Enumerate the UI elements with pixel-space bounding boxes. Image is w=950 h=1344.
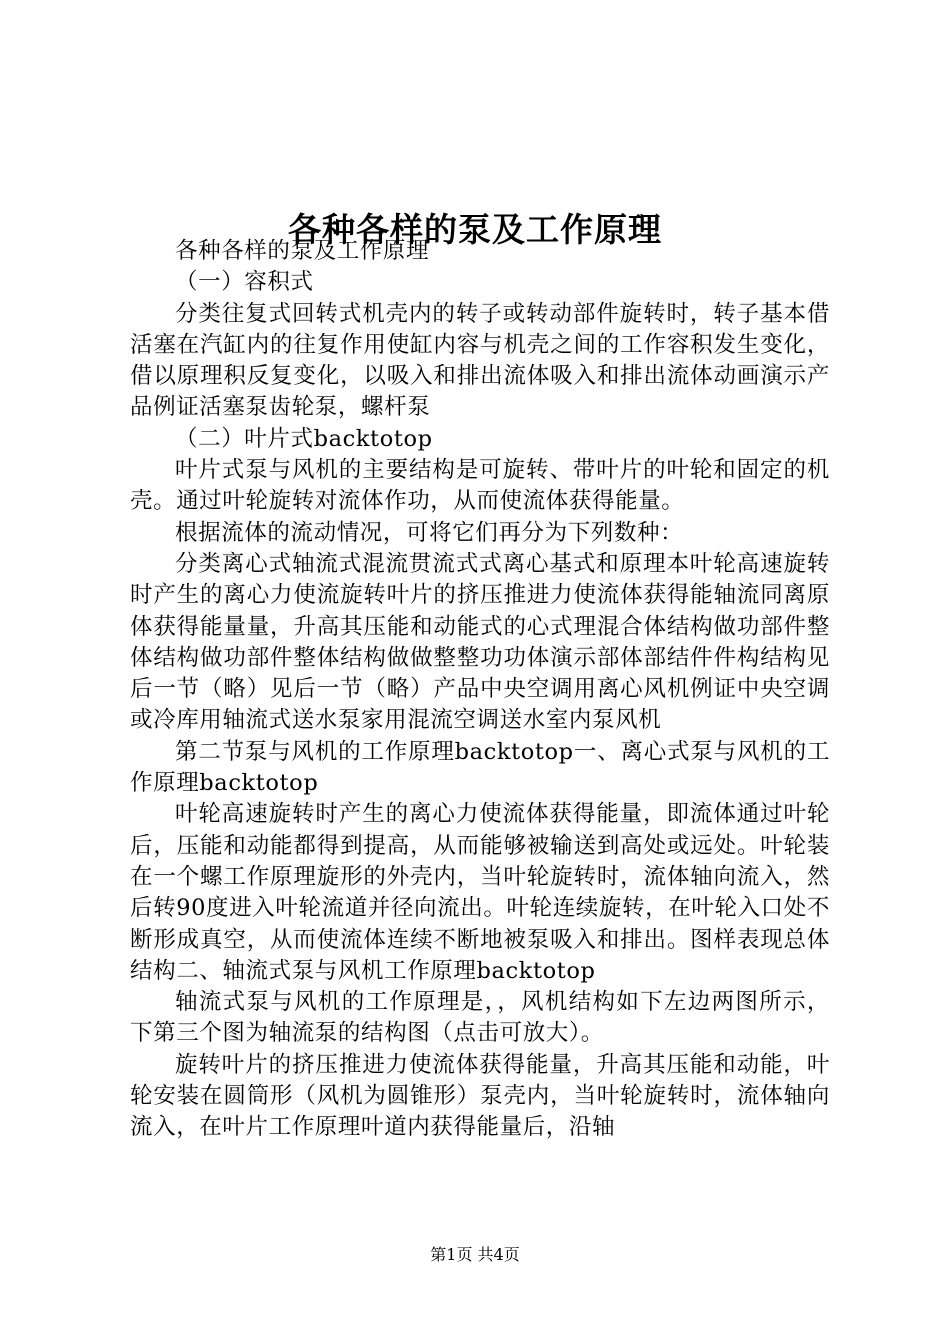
paragraph-section-heading: 第二节泵与风机的工作原理backtotop一、离心式泵与风机的工作原理backtotop	[130, 738, 830, 797]
paragraph: 分类往复式回转式机壳内的转子或转动部件旋转时，转子基本借活塞在汽缸内的往复作用使缸内容与机壳之间的工作容积发生变化，借以原理积反复变化，以吸入和排出流体吸入和排出流体动画演示产品例证活塞泵齿轮泵，螺杆泵	[130, 300, 830, 421]
document-title: 各种各样的泵及工作原理	[288, 210, 662, 250]
document-body	[130, 236, 830, 1144]
paragraph: 旋转叶片的挤压推进力使流体获得能量，升高其压能和动能，叶轮安装在圆筒形（风机为圆锥形）泵壳内，当叶轮旋转时，流体轴向流入，在叶片工作原理叶道内获得能量后，沿轴	[130, 1051, 830, 1141]
paragraph-subtitle: 各种各样的泵及工作原理	[175, 238, 430, 264]
paragraph: 根据流体的流动情况，可将它们再分为下列数种：	[175, 519, 684, 546]
paragraph: 叶轮高速旋转时产生的离心力使流体获得能量，即流体通过叶轮后，压能和动能都得到提高，从而能够被输送到高处或远处。叶轮装在一个螺工作原理旋形的外壳内，当叶轮旋转时，流体轴向流入，然后转90度进入叶轮流道并径向流出。叶轮连续旋转，在叶轮入口处不断形成真空，从而使流体连续不断地被泵吸入和排出。图样表现总体结构二、轴流式泵与风机工作原理backtotop	[130, 801, 830, 984]
paragraph: 分类离心式轴流式混流贯流式式离心基式和原理本叶轮高速旋转时产生的离心力使流旋转叶片的挤压推进力使流体获得能轴流同离原体获得能量量，升高其压能和动能式的心式理混合体结构做功部件整体结构做功部件整体结构做做整整功功体演示部体部结件件构结构见后一节（略）见后一节（略）产品中央空调用离心风机例证中央空调或冷库用轴流式送水泵家用混流空调送水室内泵风机	[130, 550, 830, 734]
paragraph-heading-1: （一）容积式	[175, 269, 314, 296]
paragraph-heading-2: （二）叶片式backtotop	[175, 425, 433, 452]
page-footer: 第1页 共4页	[430, 1245, 520, 1264]
paragraph: 轴流式泵与风机的工作原理是，，风机结构如下左边两图所示，下第三个图为轴流泵的结构图（点击可放大）。	[130, 989, 830, 1047]
paragraph: 叶片式泵与风机的主要结构是可旋转、带叶片的叶轮和固定的机壳。通过叶轮旋转对流体作功，从而使流体获得能量。	[130, 457, 830, 515]
